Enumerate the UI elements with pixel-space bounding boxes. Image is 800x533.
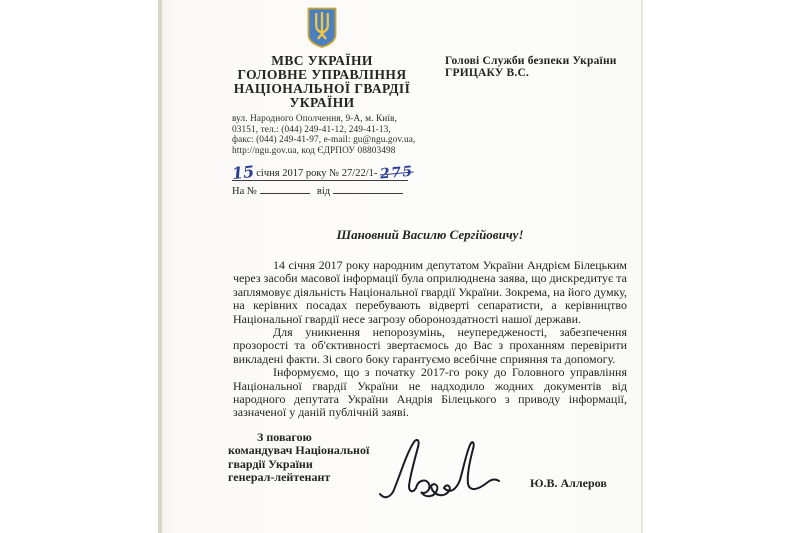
recipient-name: ГРИЦАКУ В.С. (445, 67, 530, 79)
closing-line: командувач Національної (228, 443, 370, 458)
closing-block (228, 431, 388, 484)
letterhead-address (232, 114, 462, 156)
printed-date-number: січня 2017 року № 27/22/1- (256, 168, 378, 179)
org-line: МВС УКРАЇНИ (271, 53, 373, 68)
closing-line: генерал-лейтенант (228, 469, 331, 484)
closing-line: гвардії України (228, 456, 313, 471)
blank-line (260, 182, 310, 194)
handwritten-number: 275 (379, 163, 415, 183)
reference-line (232, 182, 567, 198)
reference-label-from: від (316, 186, 331, 197)
recipient-title: Голові Служби безпеки України (445, 55, 617, 67)
scanned-letter (158, 0, 643, 533)
reference-label-no: На № (232, 186, 257, 197)
closing-line: З повагою (257, 430, 312, 444)
body-paragraph: 14 січня 2017 року народним депутатом України Андрієм Білецьким через засоби масової інформації була оприлюднена заява, що дискредитує та заплямовує діяльність Національної гвардії України. Зокрема, на його думку, на керівних посадах перебувають відверті сепаратисти, а керівництво Національної гвардії несе загрозу обороноздатності нашої держави. (233, 258, 627, 326)
org-line: УКРАЇНИ (289, 95, 355, 110)
coat-of-arms-icon (307, 7, 337, 53)
address-line: факс: (044) 249-41-97, e-mail: gu@ngu.gov.ua, (232, 135, 416, 146)
address-line: http://ngu.gov.ua, код ЄДРПОУ 08803498 (232, 145, 396, 156)
org-line: НАЦІОНАЛЬНОЇ ГВАРДІЇ (233, 81, 411, 96)
address-line: вул. Народного Ополчення, 9-А, м. Київ, (232, 114, 397, 124)
signature-scribble (376, 436, 501, 509)
recipient-block (445, 55, 635, 79)
letter-body (233, 259, 627, 420)
org-line: ГОЛОВНЕ УПРАВЛІННЯ (237, 67, 407, 82)
letterhead-org-name (162, 54, 482, 110)
signer-name: Ю.В. Аллеров (530, 476, 607, 490)
handwritten-day: 15 (231, 161, 256, 184)
blank-line (333, 182, 403, 194)
date-number-line (231, 159, 415, 184)
body-paragraph: Інформуємо, що з початку 2017-го року до Головного управління Національної гвардії України не надходило жодних документів від народного депутата України Андрія Білецького з приводу інформації, зазначеної у даній публічній заяві. (233, 365, 627, 420)
address-line: 03151, тел.: (044) 249-41-12, 249-41-13, (232, 124, 391, 135)
salutation: Шановний Василю Сергійовичу! (336, 227, 524, 242)
body-paragraph: Для уникнення непорозумінь, неупередженості, забезпечення прозорості та об'єктивності звертаємось до Вас з проханням перевірити викладені факти. Зі свого боку гарантуємо всебічне сприяння та допомогу. (233, 325, 627, 366)
